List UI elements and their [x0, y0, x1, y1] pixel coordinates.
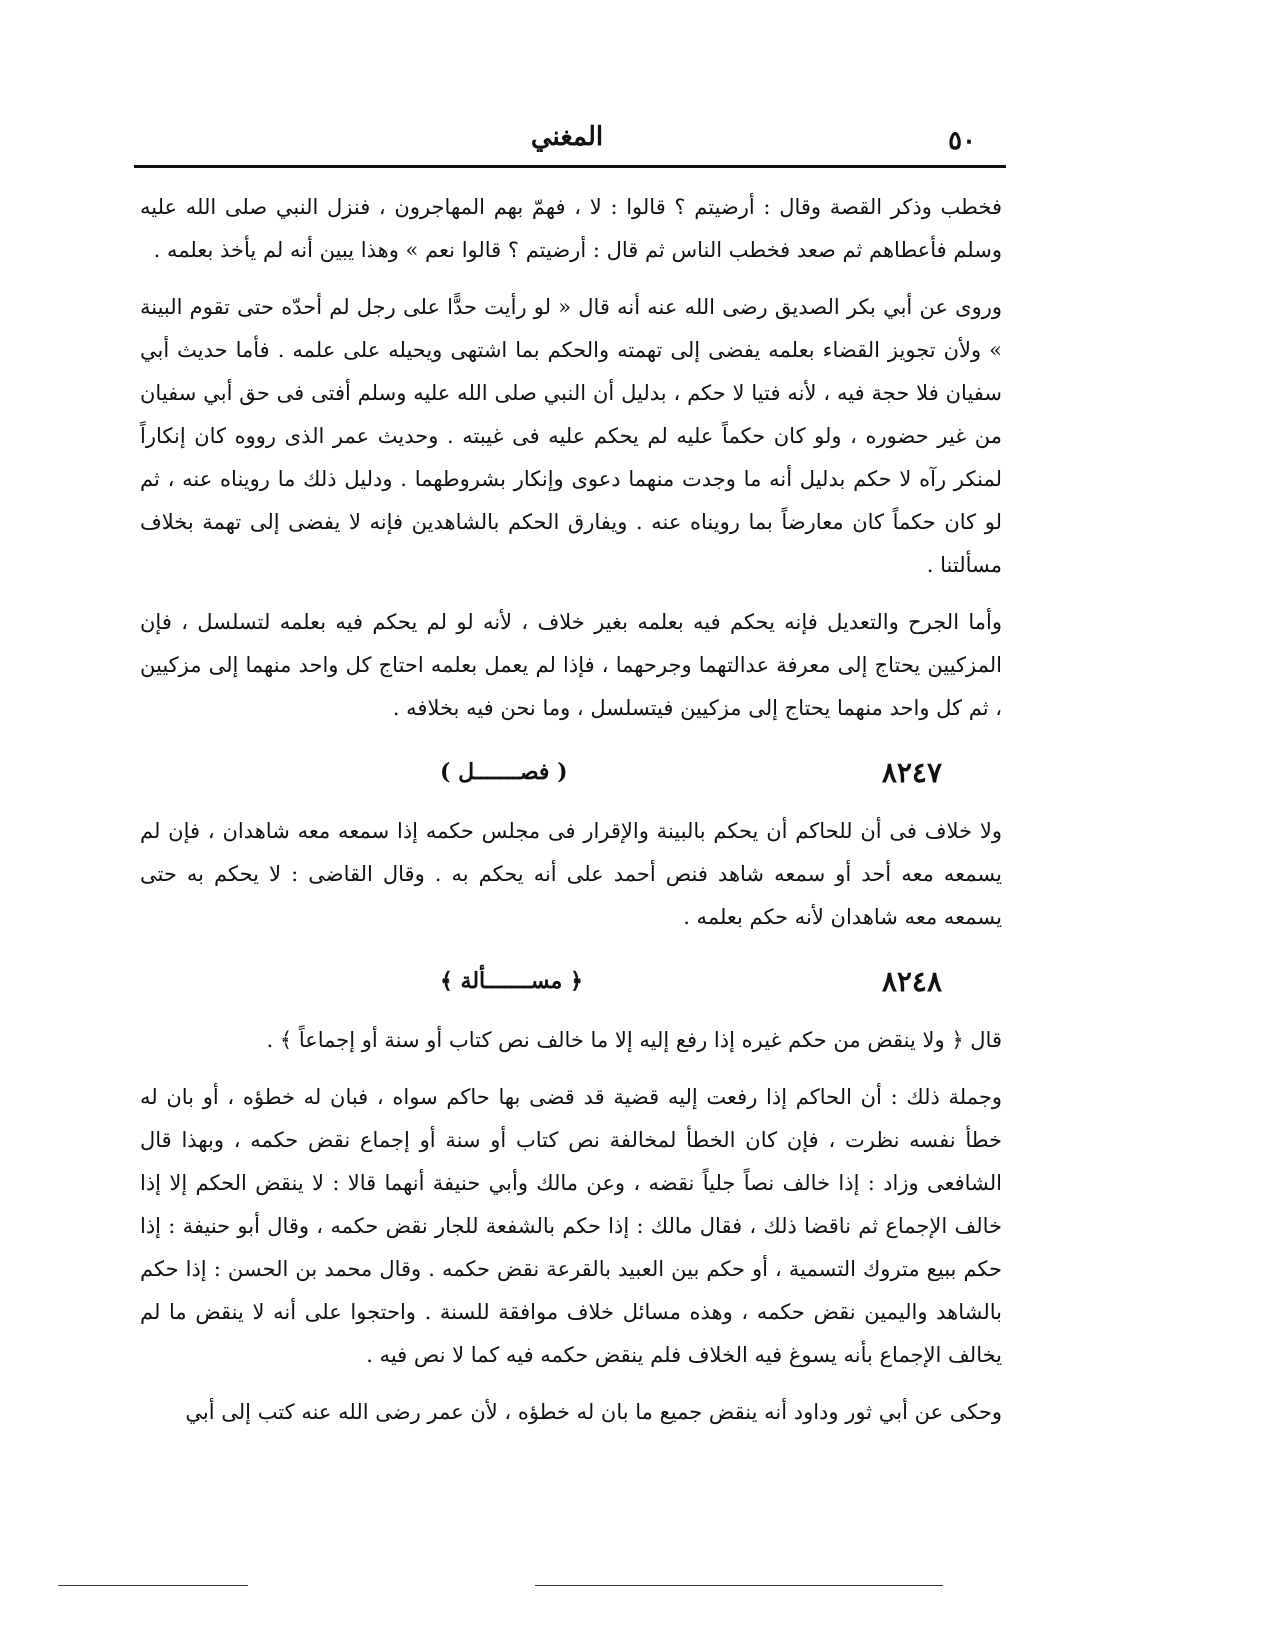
- paragraph-2: وروى عن أبي بكر الصديق رضى الله عنه أنه قال « لو رأيت حدًّا على رجل لم أحدّه حتى تقوم البينة » ولأن تجويز القضاء بعلمه يفضى إلى تهمته والحكم بما اشتهى ويحيله على علمه . فأما حديث أبي سفيان فلا حجة فيه ، لأنه فتيا لا حكم ، بدليل أن النبي صلى الله عليه وسلم أفتى فى حق أبي سفيان من غير حضوره ، ولو كان حكماً عليه لم يحكم عليه فى غيبته . وحديث عمر الذى رووه كان إنكاراً لمنكر رآه لا حكم بدليل أنه ما وجدت منهما دعوى وإنكار بشروطهما . ودليل ذلك ما رويناه عنه ، ثم لو كان حكماً كان معارضاً بما رويناه عنه . ويفارق الحكم بالشاهدين فإنه لا يفضى إلى تهمة بخلاف مسألتنا .: [140, 295, 1002, 577]
- footer-rule-right: [535, 1585, 943, 1586]
- section-heading: ﴿ مســـــــألة ﴾: [440, 967, 583, 994]
- paragraph-5: قال ﴿ ولا ينقض من حكم غيره إذا رفع إليه إلا ما خالف نص كتاب أو سنة أو إجماعاً ﴾ .: [266, 1028, 1002, 1052]
- header-rule: [134, 165, 1006, 168]
- paragraph-7: وحكى عن أبي ثور وداود أنه ينقض جميع ما بان له خطؤه ، لأن عمر رضى الله عنه كتب إلى أبي: [185, 1400, 1002, 1424]
- running-title: المغني: [530, 122, 604, 152]
- paragraph-1: فخطب وذكر القصة وقال : أرضيتم ؟ قالوا : لا ، فهمّ بهم المهاجرون ، فنزل النبي صلى الله عليه وسلم فأعطاهم ثم صعد فخطب الناس ثم قال : أرضيتم ؟ قالوا نعم » وهذا يبين أنه لم يأخذ بعلمه .: [140, 195, 1002, 262]
- section-heading: ( فصـــــــل ): [440, 758, 568, 785]
- section-number: ٨٢٤٧: [881, 755, 942, 789]
- paragraph-3: وأما الجرح والتعديل فإنه يحكم فيه بعلمه بغير خلاف ، لأنه لو لم يحكم فيه بعلمه لتسلسل ، فإن المزكيين يحتاج إلى معرفة عدالتهما وجرحهما ، فإذا لم يعمل بعلمه احتاج كل واحد منهما إلى مزكيين ، ثم كل واحد منهما يحتاج إلى مزكيين فيتسلسل ، وما نحن فيه بخلافه .: [140, 610, 1002, 720]
- page-header: [134, 122, 1000, 162]
- paragraph-6: وجملة ذلك : أن الحاكم إذا رفعت إليه قضية قد قضى بها حاكم سواه ، فبان له خطؤه ، أو بان له خطأ نفسه نظرت ، فإن كان الخطأ لمخالفة نص كتاب أو سنة أو إجماع نقض حكمه ، وبهذا قال الشافعى وزاد : إذا خالف نصاً جلياً نقضه ، وعن مالك وأبي حنيفة أنهما قالا : لا ينقض الحكم إلا إذا خالف الإجماع ثم ناقضا ذلك ، فقال مالك : إذا حكم بالشفعة للجار نقض حكمه ، وقال أبو حنيفة : إذا حكم ببيع متروك التسمية ، أو حكم بين العبيد بالقرعة نقض حكمه . وقال محمد بن الحسن : إذا حكم بالشاهد واليمين نقض حكمه ، وهذه مسائل خلاف موافقة للسنة . واحتجوا على أنه لا ينقض ما لم يخالف الإجماع بأنه يسوغ فيه الخلاف فلم ينقض حكمه فيه كما لا نص فيه .: [140, 1085, 1002, 1367]
- section-8247: [140, 744, 1002, 800]
- footer-rules: [0, 1585, 1265, 1595]
- main-text: [140, 186, 1002, 1448]
- page-number: ٥٠: [948, 126, 976, 156]
- paragraph-4: ولا خلاف فى أن للحاكم أن يحكم بالبينة والإقرار فى مجلس حكمه إذا سمعه معه شاهدان ، فإن لم يسمعه معه أحد أو سمعه شاهد فنص أحمد على أنه يحكم به . وقال القاضى : لا يحكم به حتى يسمعه معه شاهدان لأنه حكم بعلمه .: [140, 819, 1002, 929]
- section-8248: [140, 953, 1002, 1009]
- section-number: ٨٢٤٨: [881, 964, 942, 998]
- footer-rule-left: [58, 1585, 248, 1586]
